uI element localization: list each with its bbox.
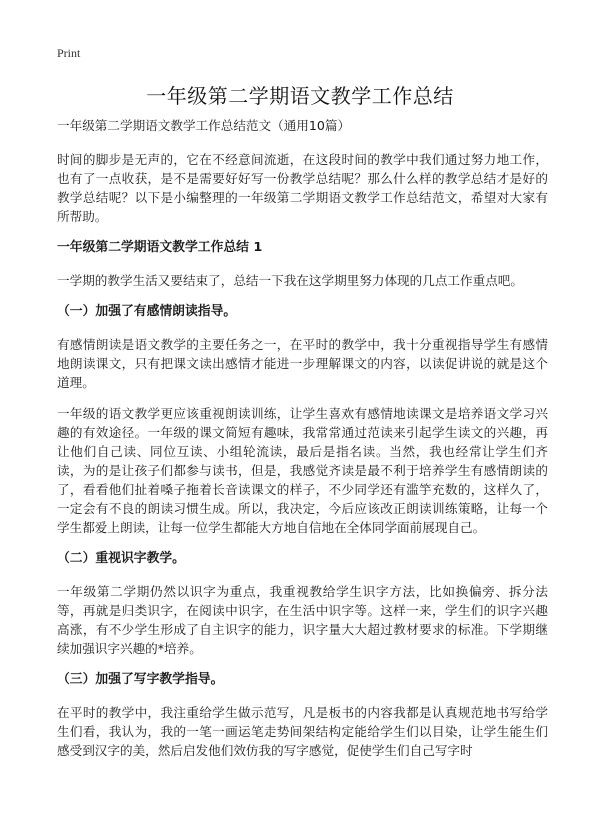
subheading-reading: （一）加强了有感情朗读指导。 (57, 304, 237, 319)
document-title: 一年级第二学期语文教学工作总结 (146, 84, 454, 108)
section-heading-1: 一年级第二学期语文教学工作总结 1 (57, 240, 263, 255)
document-subtitle: 一年级第二学期语文教学工作总结范文（通用10篇） (57, 118, 351, 133)
reading-paragraph-1: 有感情朗读是语文教学的主要任务之一，在平时的教学中，我十分重视指导学生有感情地朗读课文，只有把课文读出感情才能进一步理解课文的内容，以读促讲说的就是这个道理。 (57, 337, 548, 390)
document-body (57, 116, 548, 772)
literacy-paragraph: 一年级第二学期仍然以识字为重点，我重视教给学生识字方法，比如换偏旁、拆分法等，再就是归类识字，在阅读中识字，在生活中识字等。这样一来，学生们的识字兴趣高涨，有不少学生形成了自主识字的能力，识字量大大超过教材要求的标准。下学期继续加强识字兴趣的*培养。 (57, 584, 548, 656)
subheading-literacy: （二）重视识字教学。 (57, 551, 185, 566)
writing-paragraph: 在平时的教学中，我注重给学生做示范写，凡是板书的内容我都是认真规范地书写给学生们看，我认为，我的一笔一画运笔走势间架结构定能给学生们以目染，让学生能生们感受到汉字的美，然后启发他们效仿我的写字感觉，促使学生们自己写字时 (57, 705, 548, 758)
print-label: Print (57, 46, 81, 60)
subheading-writing: （三）加强了写字教学指导。 (57, 672, 224, 687)
reading-paragraph-2: 一年级的语文教学更应该重视朗读训练，让学生喜欢有感情地读课文是培养语文学习兴趣的有效途径。一年级的课文简短有趣味，我常常通过范读来引起学生读文的兴趣，再让他们自己读、同位互读、小组轮流读，最后是指名读。当然，我也经常让学生们齐读，为的是让孩子们都参与读书，但是，我感觉齐读是最不利于培养学生有感情朗读的了，看看他们扯着嗓子拖着长音读课文的样子，不少同学还有滥竽充数的，这样久了，一定会有不良的朗读习惯生成。所以，我决定，今后应该改正朗读训练策略，让每一个学生都爱上朗读，让每一位学生都能大方地自信地在全体同学面前展现自己。 (57, 406, 548, 535)
intro-paragraph: 时间的脚步是无声的，它在不经意间流逝，在这段时间的教学中我们通过努力地工作，也有了一点收获，是不是需要好好写一份教学总结呢？那么什么样的教学总结才是好的教学总结呢？以下是小编整理的一年级第二学期语文教学工作总结范文，希望对大家有所帮助。 (57, 152, 548, 224)
section-1-paragraph: 一学期的教学生活又要结束了，总结一下我在这学期里努力体现的几点工作重点吧。 (57, 273, 523, 288)
